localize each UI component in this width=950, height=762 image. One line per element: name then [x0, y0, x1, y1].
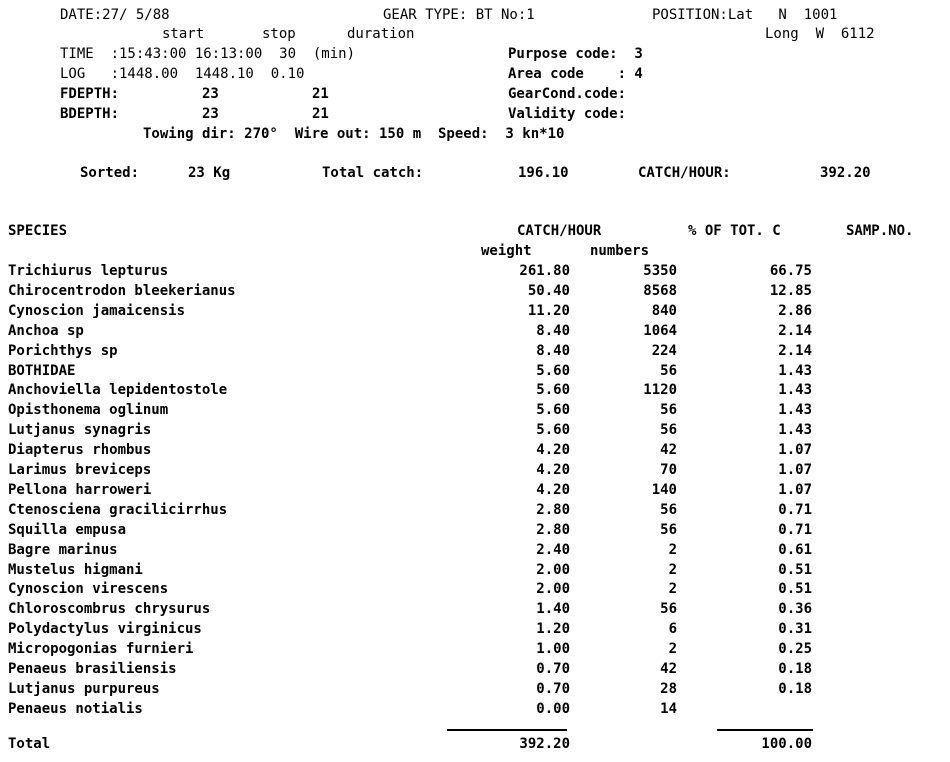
catch-numbers: 70 [660, 462, 677, 478]
date-field: DATE:27/ 5/88 [60, 7, 170, 23]
sorted-label: Sorted: [80, 165, 140, 181]
catch-weight: 5.60 [536, 422, 570, 439]
table-row [0, 580, 950, 600]
pct-of-total: 0.51 [778, 561, 812, 578]
catch-numbers: 56 [660, 521, 677, 538]
table-row [0, 421, 950, 441]
catch-numbers: 28 [660, 680, 677, 697]
catch-numbers: 14 [660, 700, 677, 717]
catch-weight: 2.40 [536, 541, 570, 558]
pct-of-total: 1.07 [778, 462, 812, 478]
pct-of-total: 0.36 [778, 601, 812, 618]
total-pct: 100.00 [761, 736, 812, 752]
validity-code: Validity code: [508, 106, 627, 122]
catch-weight: 4.20 [536, 442, 570, 459]
catch-numbers: 56 [660, 501, 677, 518]
species-name: Trichiurus lepturus [8, 263, 169, 279]
pct-of-total: 1.43 [778, 382, 812, 399]
pct-of-total: 12.85 [769, 282, 812, 299]
col-stop-label: stop [262, 26, 296, 42]
catch-numbers: 224 [651, 342, 677, 359]
table-row [0, 660, 950, 680]
table-row [0, 680, 950, 700]
pct-of-total: 0.18 [778, 661, 812, 677]
pct-of-total: 0.71 [778, 521, 812, 538]
species-name: Lutjanus purpureus [8, 680, 160, 697]
pct-of-total: 0.71 [778, 501, 812, 518]
catch-hour-label: CATCH/HOUR: [638, 165, 731, 181]
numbers-subheader: numbers [590, 243, 650, 259]
fdepth-stop: 21 [312, 86, 329, 102]
catch-weight: 4.20 [536, 462, 570, 478]
catch-hour-col-header: CATCH/HOUR [517, 223, 602, 239]
catch-weight: 1.20 [536, 621, 570, 638]
catch-numbers: 8568 [643, 282, 677, 299]
species-name: Micropogonias furnieri [8, 641, 194, 658]
catch-weight: 8.40 [536, 342, 570, 359]
catch-numbers: 2 [668, 641, 677, 658]
catch-hour-value: 392.20 [820, 165, 871, 181]
species-name: Larimus breviceps [8, 462, 152, 478]
species-name: Lutjanus synagris [8, 422, 152, 439]
catch-numbers: 840 [651, 302, 677, 319]
area-code: Area code : 4 [508, 66, 643, 82]
time-row: TIME :15:43:00 16:13:00 30 (min) [60, 46, 356, 62]
species-name: Squilla empusa [8, 521, 127, 538]
species-name: Bagre marinus [8, 541, 118, 558]
col-start-label: start [162, 26, 205, 42]
table-row [0, 381, 950, 401]
purpose-code: Purpose code: 3 [508, 46, 643, 62]
table-row [0, 561, 950, 581]
fdepth-label: FDEPTH: [60, 86, 120, 102]
table-row [0, 521, 950, 541]
catch-weight: 1.00 [536, 641, 570, 658]
catch-weight: 0.70 [536, 680, 570, 697]
total-weight: 392.20 [519, 736, 570, 752]
total-label: Total [8, 736, 51, 752]
table-row [0, 640, 950, 660]
table-row [0, 541, 950, 561]
table-row [0, 362, 950, 382]
catch-numbers: 2 [668, 541, 677, 558]
pct-of-total: 0.31 [778, 621, 812, 638]
bdepth-stop: 21 [312, 106, 329, 122]
catch-weight: 261.80 [519, 263, 570, 279]
species-name: Opisthonema oglinum [8, 402, 169, 419]
species-name: Polydactylus virginicus [8, 621, 202, 638]
species-name: Ctenosciena gracilicirrhus [8, 501, 228, 518]
pct-of-total: 66.75 [769, 263, 812, 279]
table-row [0, 700, 950, 720]
species-name: Pellona harroweri [8, 481, 152, 498]
total-weight-rule [447, 729, 567, 731]
position-lat-field: POSITION:Lat N 1001 [652, 7, 838, 23]
pct-of-total: 0.61 [778, 541, 812, 558]
species-name: Cynoscion jamaicensis [8, 302, 186, 319]
gearcond-code: GearCond.code: [508, 86, 627, 102]
species-name: Porichthys sp [8, 342, 118, 359]
table-row [0, 282, 950, 302]
pct-of-total: 1.07 [778, 481, 812, 498]
species-name: BOTHIDAE [8, 362, 76, 379]
catch-numbers: 56 [660, 362, 677, 379]
table-row [0, 620, 950, 640]
catch-weight: 2.80 [536, 521, 570, 538]
pct-of-total: 0.51 [778, 581, 812, 598]
catch-weight: 4.20 [536, 481, 570, 498]
pct-of-total: 0.25 [778, 641, 812, 658]
species-name: Anchoa sp [8, 322, 84, 339]
species-name: Penaeus brasiliensis [8, 661, 177, 677]
catch-weight: 5.60 [536, 362, 570, 379]
table-row [0, 600, 950, 620]
table-row [0, 441, 950, 461]
species-name: Chirocentrodon bleekerianus [8, 282, 236, 299]
bdepth-label: BDEPTH: [60, 106, 120, 122]
pct-of-total: 1.43 [778, 362, 812, 379]
catch-weight: 2.00 [536, 581, 570, 598]
pct-of-total: 2.14 [778, 322, 812, 339]
sorted-value: 23 Kg [188, 165, 231, 181]
fdepth-start: 23 [202, 86, 219, 102]
catch-numbers: 2 [668, 581, 677, 598]
log-row: LOG :1448.00 1448.10 0.10 [60, 66, 305, 82]
species-name: Cynoscion virescens [8, 581, 169, 598]
catch-numbers: 56 [660, 402, 677, 419]
pct-of-total: 1.43 [778, 422, 812, 439]
table-row [0, 322, 950, 342]
table-row [0, 302, 950, 322]
catch-weight: 0.70 [536, 661, 570, 677]
species-name: Penaeus notialis [8, 700, 143, 717]
gear-type-field: GEAR TYPE: BT No:1 [383, 7, 535, 23]
catch-weight: 5.60 [536, 382, 570, 399]
catch-numbers: 56 [660, 422, 677, 439]
catch-weight: 11.20 [527, 302, 570, 319]
table-row [0, 461, 950, 481]
pct-total-col-header: % OF TOT. C [688, 223, 781, 239]
catch-numbers: 42 [660, 661, 677, 677]
col-duration-label: duration [347, 26, 415, 42]
position-long-field: Long W 6112 [765, 26, 875, 42]
bdepth-start: 23 [202, 106, 219, 122]
catch-weight: 2.00 [536, 561, 570, 578]
pct-of-total: 0.18 [778, 680, 812, 697]
pct-of-total: 1.43 [778, 402, 812, 419]
catch-weight: 5.60 [536, 402, 570, 419]
catch-numbers: 5350 [643, 263, 677, 279]
table-row [0, 262, 950, 282]
catch-weight: 2.80 [536, 501, 570, 518]
table-row [0, 501, 950, 521]
species-name: Mustelus higmani [8, 561, 143, 578]
catch-weight: 8.40 [536, 322, 570, 339]
towing-info: Towing dir: 270° Wire out: 150 m Speed: 3 kn*10 [143, 126, 565, 142]
catch-weight: 0.00 [536, 700, 570, 717]
catch-numbers: 140 [651, 481, 677, 498]
catch-numbers: 6 [668, 621, 677, 638]
catch-numbers: 1064 [643, 322, 677, 339]
weight-subheader: weight [481, 243, 532, 259]
total-catch-value: 196.10 [518, 165, 569, 181]
catch-numbers: 56 [660, 601, 677, 618]
catch-weight: 1.40 [536, 601, 570, 618]
species-name: Diapterus rhombus [8, 442, 152, 459]
species-col-header: SPECIES [8, 223, 68, 239]
pct-of-total: 2.14 [778, 342, 812, 359]
catch-numbers: 1120 [643, 382, 677, 399]
table-row [0, 342, 950, 362]
total-catch-label: Total catch: [322, 165, 424, 181]
species-name: Chloroscombrus chrysurus [8, 601, 211, 618]
catch-numbers: 42 [660, 442, 677, 459]
species-name: Anchoviella lepidentostole [8, 382, 228, 399]
total-pct-rule [717, 729, 813, 731]
pct-of-total: 1.07 [778, 442, 812, 459]
samp-no-col-header: SAMP.NO. [846, 223, 914, 239]
catch-numbers: 2 [668, 561, 677, 578]
table-row [0, 481, 950, 501]
pct-of-total: 2.86 [778, 302, 812, 319]
catch-weight: 50.40 [527, 282, 570, 299]
table-row [0, 401, 950, 421]
